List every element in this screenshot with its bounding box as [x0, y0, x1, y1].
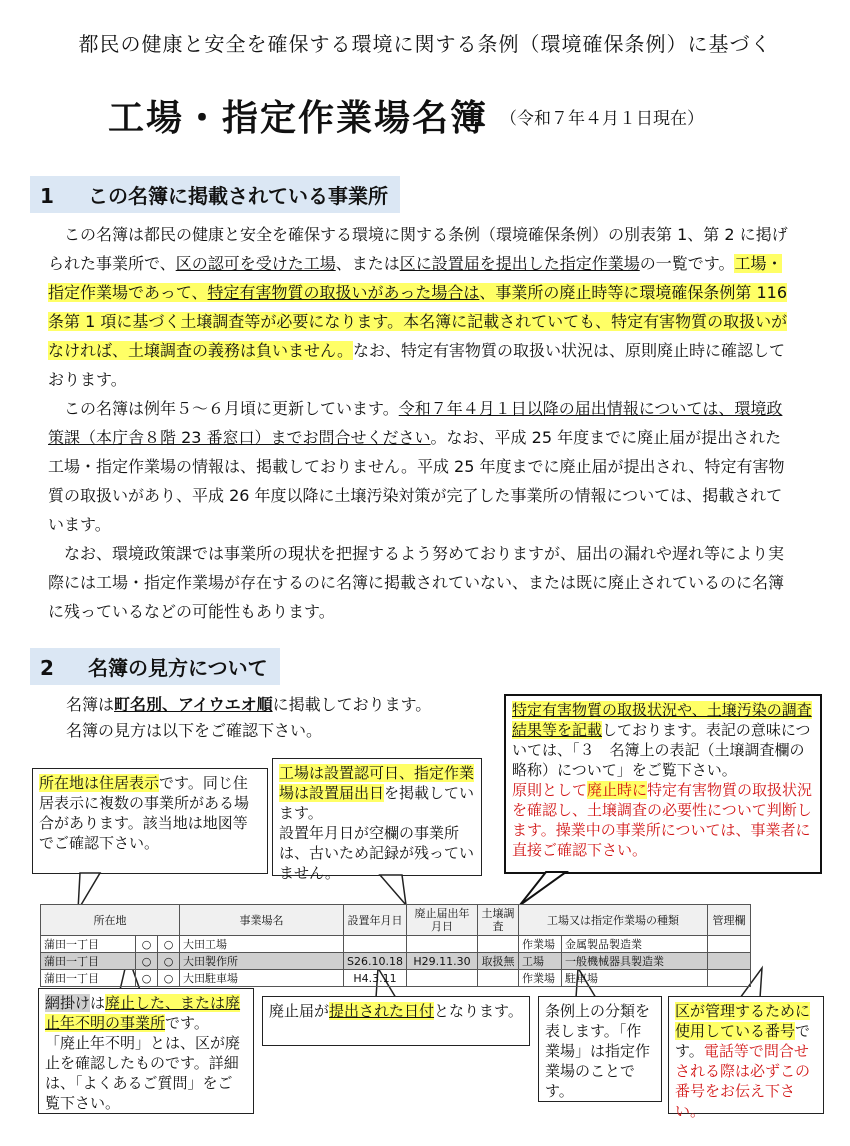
col-address: 所在地	[41, 905, 180, 936]
table-row: 蒲田一丁目 ○ ○ 大田駐車場 H4.3.11 作業場 駐車場	[41, 970, 751, 987]
callout-address: 所在地は住居表示です。同じ住居表示に複数の事業所がある場合があります。該当地は地図等でご確認下さい。	[32, 768, 268, 874]
highlight-soil-survey: 工場・指定作業場であって、特定有害物質の取扱いがあった場合は、事業所の廃止時等に環境確保条例第 116 条第 1 項に基づく土壌調査等が必要になります。本名簿に記載されていても、特定有害物質の取扱いがなければ、土壌調査の義務は負いません。	[48, 254, 788, 360]
col-management: 管理欄	[708, 905, 751, 936]
underlined-registered-workplace: 区に設置届を提出した指定作業場	[399, 254, 640, 273]
callout-abolish-date: 廃止届が提出された日付となります。	[262, 996, 530, 1046]
section2-intro: 名簿は町名別、アイウエオ順に掲載しております。 名簿の見方は以下をご確認下さい。	[66, 695, 432, 740]
register-table	[40, 904, 751, 987]
section1-paragraph-3: なお、環境政策課では事業所の現状を把握するよう努めておりますが、届出の漏れや遅れ等により実際には工場・指定作業場が存在するのに名簿に掲載されていない、または既に廃止されているのに名簿に残っているなどの可能性もあります。	[48, 544, 785, 621]
section1-paragraph-1: この名簿は都民の健康と安全を確保する環境に関する条例（環境確保条例）の別表第 1、第 2 に掲げられた事業所で、区の認可を受けた工場、または区に設置届を提出した指定作業場の一覧です。工場・指定作業場であって、特定有害物質の取扱いがあった場合は、事業所の廃止時等に環境確保条例第 116 条第 1 項に基づく土壌調査等が必要になります。本名簿に記載されていても、特定有害物質の取扱いがなければ、土壌調査の義務は負いません。なお、特定有害物質の取扱い状況は、原則廃止時に確認しております。	[48, 225, 788, 389]
col-abolished: 廃止届出年月日	[407, 905, 478, 936]
section1-title: この名簿に掲載されている事業所	[88, 184, 388, 208]
table-row: 蒲田一丁目 ○ ○ 大田製作所 S26.10.18 H29.11.30 取扱無 工場 一般機械器具製造業	[41, 953, 751, 970]
underlined-order: 町名別、アイウエオ順	[114, 695, 273, 714]
callout-management-number: 区が管理するために使用している番号です。電話等で問合せされる際は必ずこの番号をお伝え下さい。	[668, 996, 824, 1114]
document-title: 工場・指定作業場名簿	[108, 98, 489, 139]
table-row: 蒲田一丁目 ○ ○ 大田工場 作業場 金属製品製造業	[41, 936, 751, 953]
callout-establish-date: 工場は設置認可日、指定作業場は設置届出日を掲載しています。 設置年月日が空欄の事業所は、古いため記録が残っていません。	[272, 758, 482, 876]
underlined-approved-factory: 区の認可を受けた工場	[175, 254, 336, 273]
col-established: 設置年月日	[344, 905, 407, 936]
section1-number: 1	[40, 184, 54, 208]
document-date: （令和７年４月１日現在）	[500, 109, 704, 129]
col-soil: 土壌調査	[478, 905, 519, 936]
table-header-row	[41, 905, 751, 936]
col-category: 工場又は指定作業場の種類	[519, 905, 708, 936]
section1-paragraph-2: この名簿は例年５～６月頃に更新しています。令和７年４月１日以降の届出情報については、環境政策課（本庁舎８階 23 番窓口）までお問合せください。なお、平成 25 年度までに廃止届が提出された工場・指定作業場の情報は、掲載しておりません。平成 25 年度までに廃止届が提出され、特定有害物質の取扱いがあり、平成 26 年度以降に土壌汚染対策が完了した事業所の情報については、掲載されています。	[48, 399, 785, 534]
callout-soil-survey: 特定有害物質の取扱状況や、土壌汚染の調査結果等を記載しております。表記の意味については、「３ 名簿上の表記（土壌調査欄の略称）について」をご覧下さい。 原則として廃止時に特定有害物質の取扱状況を確認し、土壌調査の必要性について判断します。操業中の事業所については、事業者に直接ご確認下さい。	[504, 694, 822, 874]
underlined-contact-note: 令和７年４月１日以降の届出情報については、環境政策課（本庁舎８階 23 番窓口）までお問合せください	[48, 399, 783, 447]
col-name: 事業場名	[180, 905, 344, 936]
section2-number: 2	[40, 656, 54, 680]
callout-category: 条例上の分類を表します。「作業場」は指定作業場のことです。	[538, 996, 662, 1102]
section2-title: 名簿の見方について	[88, 656, 268, 680]
register-table-wrap	[40, 904, 751, 987]
document-subtitle: 都民の健康と安全を確保する環境に関する条例（環境確保条例）に基づく	[78, 32, 772, 56]
callout-shaded-rows: 網掛けは廃止した、または廃止年不明の事業所です。 「廃止年不明」とは、区が廃止を確認したものです。詳細は、「よくあるご質問」をご覧下さい。	[38, 988, 254, 1114]
